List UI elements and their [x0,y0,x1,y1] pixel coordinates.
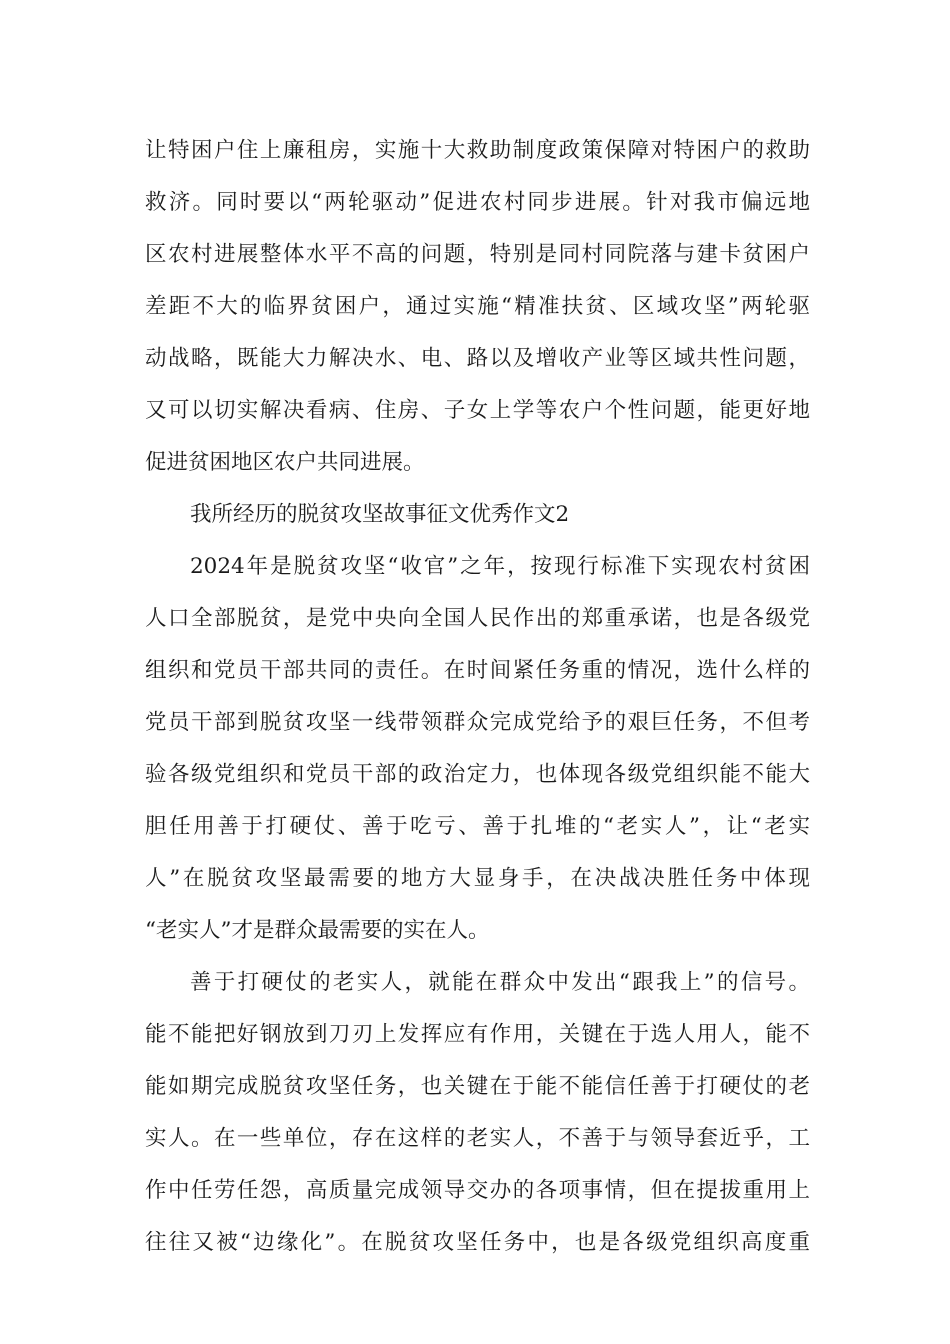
text-line: 又可以切实解决看病、住房、子女上学等农户个性问题，能更好地 [145,398,810,423]
text-line: 党员干部到脱贫攻坚一线带领群众完成党给予的艰巨任务，不但考 [145,710,810,735]
text-line: 动战略，既能大力解决水、电、路以及增收产业等区域共性问题， [145,346,810,371]
text-line: 人口全部脱贫，是党中央向全国人民作出的郑重承诺，也是各级党 [145,606,810,631]
text-line: 差距不大的临界贫困户，通过实施“精准扶贫、区域攻坚”两轮驱 [145,294,810,319]
text-line: 能如期完成脱贫攻坚任务，也关键在于能不能信任善于打硬仗的老 [145,1074,810,1099]
text-line: 往往又被“边缘化”。在脱贫攻坚任务中，也是各级党组织高度重 [145,1230,810,1255]
text-line: “老实人”才是群众最需要的实在人。 [145,918,490,943]
text-line: 让特困户住上廉租房，实施十大救助制度政策保障对特困户的救助 [145,138,810,163]
text-line: 区农村进展整体水平不高的问题，特别是同村同院落与建卡贫困户 [145,242,810,267]
text-line: 能不能把好钢放到刀刃上发挥应有作用，关键在于选人用人，能不 [145,1022,810,1047]
text-line: 善于打硬仗的老实人，就能在群众中发出“跟我上”的信号。 [190,970,810,995]
text-line: 人”在脱贫攻坚最需要的地方大显身手，在决战决胜任务中体现 [145,866,810,891]
text-line: 胆任用善于打硬仗、善于吃亏、善于扎堆的“老实人”，让“老实 [145,814,810,839]
section-heading: 我所经历的脱贫攻坚故事征文优秀作文2 [190,502,570,527]
text-line: 救济。同时要以“两轮驱动”促进农村同步进展。针对我市偏远地 [145,190,810,215]
text-line: 作中任劳任怨，高质量完成领导交办的各项事情，但在提拔重用上 [145,1178,810,1203]
text-line: 促进贫困地区农户共同进展。 [145,450,425,475]
text-line: 组织和党员干部共同的责任。在时间紧任务重的情况，选什么样的 [145,658,810,683]
text-line: 验各级党组织和党员干部的政治定力，也体现各级党组织能不能大 [145,762,810,787]
text-line: 2024年是脱贫攻坚“收官”之年，按现行标准下实现农村贫困 [190,554,810,579]
text-line: 实人。在一些单位，存在这样的老实人，不善于与领导套近乎，工 [145,1126,810,1151]
